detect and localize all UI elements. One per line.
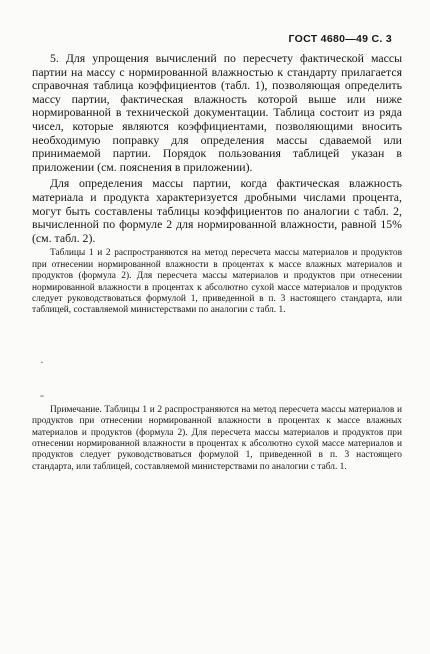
scan-mark-dash: - [40, 388, 44, 402]
scan-mark-dot: · [40, 355, 44, 369]
paragraph-fractional-moisture: Для определения массы партии, когда фактическая влажность материала и продукта характеризуется дробными числами процента, могут быть составлены таблицы коэффициентов по аналогии с табл. 2, вычисленной по формуле 2 для нормированной влажности, равной 15% (см. табл. 2). [32, 176, 402, 245]
page-header: ГОСТ 4680—49 С. 3 [288, 33, 392, 45]
note-paragraph: Примечание. Таблицы 1 и 2 распространяются на метод пересчета массы материалов и продуктов при отнесении нормированной влажности в процентах к массе влажных материалов и продуктов (формула 2). Для пересчета массы материалов и продуктов при отнесении нормированной влажности в процентах к абсолютно сухой массе материалов и продуктов следует руководствоваться формулой 1, приведенной в п. 3 настоящего стандарта, или таблицей, составляемой министерствами по аналогии с табл. 1. [32, 404, 402, 472]
tables-applicability-text: Таблицы 1 и 2 распространяются на метод пересчета массы материалов и продуктов при отнесении нормированной влажности в процентах к массе влажных материалов и продуктов (формула 2). Для пересчета массы материалов и продуктов при отнесении нормированной влажности в процентах к абсолютно сухой массе материалов и продуктов следует руководствоваться формулой 1, приведенной в п. 3 настоящего стандарта, или таблицей, составляемой министерствами по аналогии с табл. 1. [32, 248, 402, 316]
paragraph-5: 5. Для упрощения вычислений по пересчету фактической массы партии на массу с нормированной влажностью к стандарту прилагается справочная таблица коэффициентов (табл. 1), позволяющая определить массу партии, фактическая влажность которой выше или ниже нормированной в технической документации. Таблица состоит из ряда чисел, которые являются коэффициентами, позволяющими вносить необходимую поправку для определения массы сдаваемой или принимаемой партии. Порядок пользования таблицей указан в приложении (см. пояснения в приложении). [32, 51, 402, 174]
document-body [32, 52, 402, 473]
